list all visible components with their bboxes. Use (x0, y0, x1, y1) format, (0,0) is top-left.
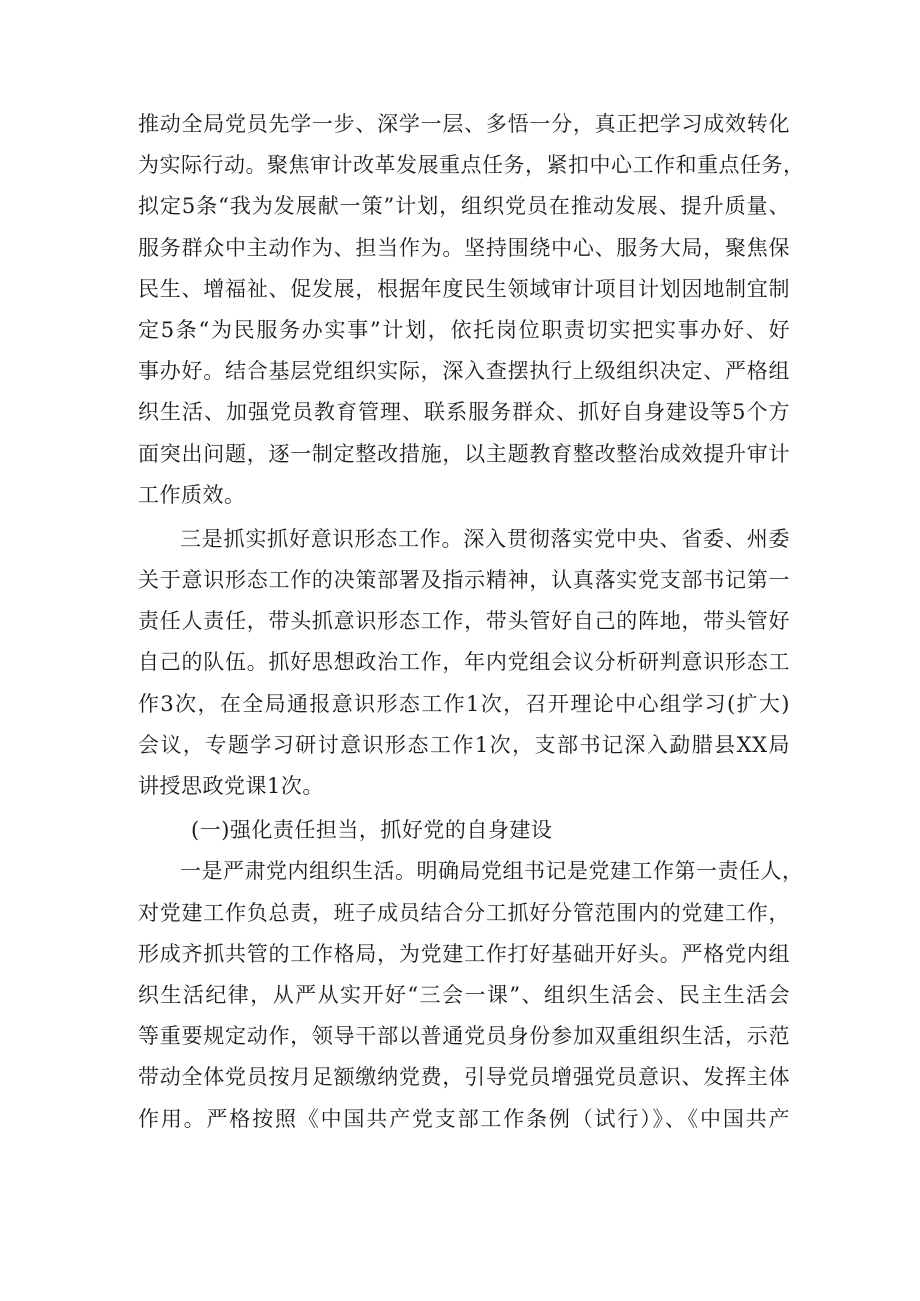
text-line: 织生活纪律，从严从实开好“三会一课”、组织生活会、民主生活会 (138, 982, 790, 1007)
section-heading: (一)强化责任担当，抓好党的自身建设 (191, 818, 553, 843)
text-line: 自己的队伍。抓好思想政治工作，年内党组会议分析研判意识形态工 (138, 650, 790, 675)
text-line: 作用。严格按照《中国共产党支部工作条例（试行）》、《中国共产 (138, 1106, 790, 1131)
text-line: 等重要规定动作，领导干部以普通党员身份参加双重组织生活，示范 (138, 1024, 790, 1049)
text-line: 事办好。结合基层党组织实际，深入查摆执行上级组织决定、严格组 (138, 359, 790, 384)
text-line: 会议，专题学习研讨意识形态工作1次，支部书记深入勐腊县XX局 (138, 732, 790, 757)
text-line: 为实际行动。聚焦审计改革发展重点任务，紧扣中心工作和重点任务， (138, 153, 805, 178)
text-line: 民生、增福祉、促发展，根据年度民生领域审计项目计划因地制宜制 (138, 276, 790, 301)
text-line: 一是严肃党内组织生活。明确局党组书记是党建工作第一责任人， (180, 859, 804, 884)
text-line: 推动全局党员先学一步、深学一层、多悟一分，真正把学习成效转化 (138, 112, 790, 136)
paragraph-3 (138, 851, 804, 1139)
text-line: 带动全体党员按月足额缴纳党费，引导党员增强党员意识、发挥主体 (138, 1065, 790, 1090)
text-line: 工作质效。 (138, 482, 246, 507)
text-line: 责任人责任，带头抓意识形态工作，带头管好自己的阵地，带头管好 (138, 609, 790, 634)
text-line: 织生活、加强党员教育管理、联系服务群众、抓好自身建设等5个方 (138, 400, 790, 425)
text-line: 关于意识形态工作的决策部署及指示精神，认真落实党支部书记第一 (138, 568, 790, 593)
text-line: 对党建工作负总责，班子成员结合分工抓好分管范围内的党建工作， (138, 900, 790, 925)
text-line: 讲授思政党课1次。 (138, 774, 324, 798)
paragraph-2 (138, 519, 790, 807)
text-line: 三是抓实抓好意识形态工作。深入贯彻落实党中央、省委、州委 (180, 526, 790, 551)
document-body (138, 104, 805, 1140)
text-line: 拟定5条“我为发展献一策”计划，组织党员在推动发展、提升质量、 (138, 194, 790, 219)
text-line: 形成齐抓共管的工作格局，为党建工作打好基础开好头。严格党内组 (138, 941, 790, 966)
text-line: 定5条“为民服务办实事”计划，依托岗位职责切实把实事办好、好 (138, 317, 790, 342)
text-line: 服务群众中主动作为、担当作为。坚持围绕中心、服务大局，聚焦保 (138, 235, 790, 260)
text-line: 作3次，在全局通报意识形态工作1次，召开理论中心组学习(扩大) (138, 691, 790, 716)
paragraph-1 (138, 104, 805, 516)
text-line: 面突出问题，逐一制定整改措施，以主题教育整改整治成效提升审计 (138, 441, 790, 466)
